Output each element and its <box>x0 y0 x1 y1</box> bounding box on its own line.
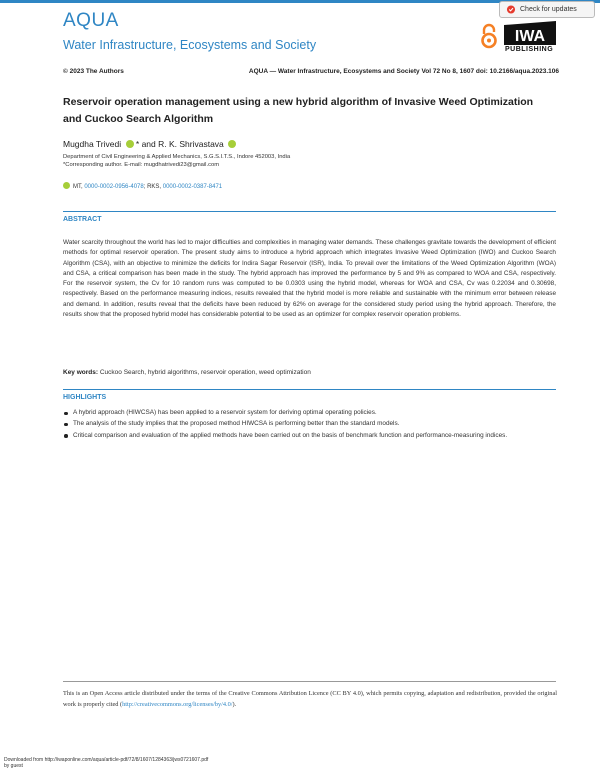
highlight-item: A hybrid approach (HIWCSA) has been applied to a reservoir system for deriving optimal operating policies. <box>63 408 556 418</box>
journal-full-name: Water Infrastructure, Ecosystems and Society <box>63 38 317 52</box>
divider <box>63 389 556 390</box>
crossmark-icon <box>506 5 516 14</box>
download-note: Downloaded from http://iwaponline.com/aqua/article-pdf/72/8/1607/1284363/jws0721607.pdf <box>4 757 209 763</box>
open-access-icon <box>480 23 498 49</box>
footer-divider <box>63 681 556 682</box>
orcid-label: ; RKS, <box>143 184 162 190</box>
author-separator: and <box>141 139 156 149</box>
keywords-text: Cuckoo Search, hybrid algorithms, reservoir operation, weed optimization <box>99 369 311 376</box>
copyright: © 2023 The Authors <box>63 68 124 75</box>
check-for-updates-button[interactable] <box>499 1 595 18</box>
author-name: Mugdha Trivedi <box>63 139 122 149</box>
iwa-publishing-logo <box>504 21 556 59</box>
license-link[interactable]: http://creativecommons.org/licenses/by/4.0/ <box>122 700 233 708</box>
highlights-list <box>63 408 556 442</box>
publisher-name: PUBLISHING <box>505 46 554 53</box>
orcid-list <box>63 182 222 190</box>
author-name: R. K. Shrivastava <box>158 139 224 149</box>
bullet-icon <box>64 434 68 438</box>
download-by: by guest <box>4 763 23 769</box>
divider <box>63 211 556 212</box>
corresponding-author: *Corresponding author. E-mail: mugdhatrivedi23@gmail.com <box>63 162 220 168</box>
article-title: Reservoir operation management using a new hybrid algorithm of Invasive Weed Optimization and Cuckoo Search Algorithm <box>63 96 534 125</box>
affiliation: Department of Civil Engineering & Applied Mechanics, S.G.S.I.T.S., Indore 452003, India <box>63 154 291 160</box>
bullet-icon <box>64 423 68 427</box>
highlights-heading: HIGHLIGHTS <box>63 394 107 401</box>
download-footer <box>4 757 208 769</box>
highlight-item: The analysis of the study implies that the proposed method HIWCSA is performing better than the standard models. <box>63 419 556 429</box>
affiliations <box>63 153 290 169</box>
highlight-item: Critical comparison and evaluation of the applied methods have been carried out on the basis of benchmark function and performance-measuring indices. <box>63 431 556 441</box>
orcid-icon <box>63 182 70 189</box>
orcid-link[interactable]: 0000-0002-0956-4078 <box>84 184 144 190</box>
keywords <box>63 369 311 376</box>
orcid-link[interactable]: 0000-0002-0387-8471 <box>162 184 223 190</box>
citation-line: AQUA — Water Infrastructure, Ecosystems and Society Vol 72 No 8, 1607 doi: 10.2166/aqua.2023.106 <box>248 68 559 75</box>
orcid-label: MT, <box>73 184 83 190</box>
orcid-icon[interactable] <box>228 140 236 148</box>
orcid-icon[interactable] <box>126 140 134 148</box>
bullet-icon <box>64 412 68 416</box>
abstract-heading: ABSTRACT <box>63 216 102 223</box>
iwa-logo-text: IWA <box>514 28 546 45</box>
check-for-updates-label: Check for updates <box>520 6 577 13</box>
license-text: This is an Open Access article distributed under the terms of the Creative Commons Attribution Licence (CC BY 4.0), which permits copying, adaptation and redistribution, provided the original work is properly cited (http://creativecommons.org/licenses/by/4.0/). <box>63 690 557 708</box>
journal-name: AQUA <box>63 10 119 31</box>
corresponding-mark: * <box>135 139 140 149</box>
authors <box>63 139 236 149</box>
keywords-label: Key words: <box>63 369 99 376</box>
abstract-text: Water scarcity throughout the world has led to major difficulties and complexities in managing water demands. These challenges gravitate towards the development of efficient methods for optimal reservoir operation. The present study aims to introduce a hybrid approach which integrates Invasive Weed Optimization (IWO) and Cuckoo Search Algorithm (CSA), with an objective to minimize the deficits for Indira Sagar Reservoir (ISR), India. To prevail over the limitations of the Weed Optimization Algorithm (WOA) and CSA, a critical comparison has been made in the study. The hybrid approach has improved the performance by 5 and 9% as compared to WOA and CSA, respectively. For the reservoir system, the Cv for 10 random runs was computed to be 0.0303 using the hybrid model, whereas for WOA and CSA, Cv was 0.22034 and 0.30698, respectively. Based on the performance measuring indices, results revealed that the hybrid model is more reliable and sustainable with the minimum error between release and demand. In addition, results reveal that the deficits have been reduced by 62% on average for the considered study period using the hybrid approach. Therefore, the results show that the proposed hybrid model has considerable potential to be used as an optimizer for complex reservoir operation problems. <box>63 239 556 319</box>
